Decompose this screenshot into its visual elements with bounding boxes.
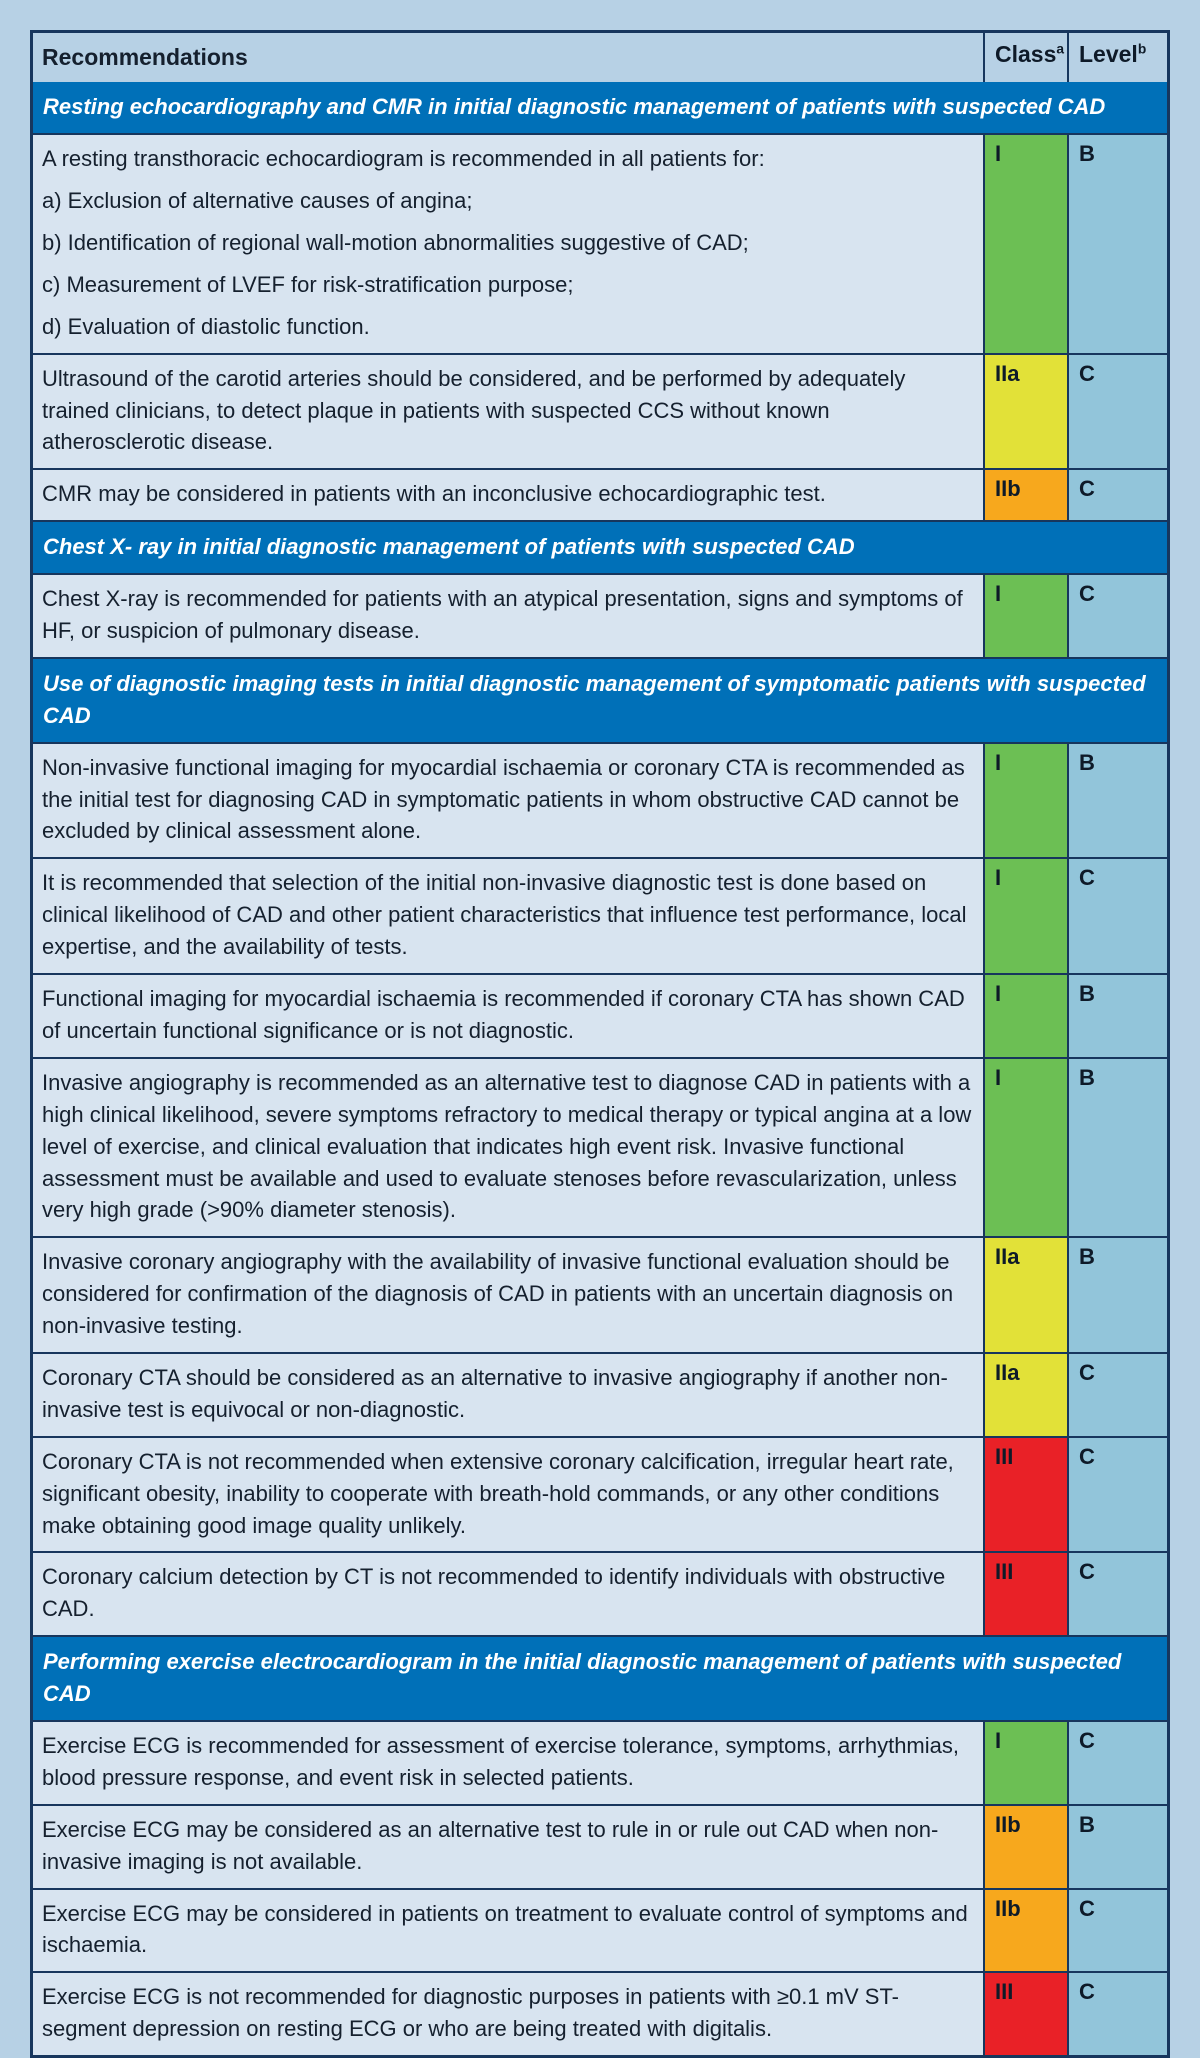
recommendation-row bbox=[33, 742, 1167, 858]
level-of-evidence-badge: C bbox=[1067, 355, 1167, 469]
level-of-evidence-badge: B bbox=[1067, 1238, 1167, 1352]
recommendation-row bbox=[33, 857, 1167, 973]
recommendations-header-label: Recommendations bbox=[42, 44, 248, 70]
recommendation-row bbox=[33, 133, 1167, 352]
section-title: Chest X- ray in initial diagnostic management of patients with suspected CAD bbox=[33, 522, 1167, 573]
level-of-evidence-badge: B bbox=[1067, 135, 1167, 352]
class-of-recommendation-badge: I bbox=[983, 1059, 1067, 1236]
level-header-label: Level bbox=[1079, 41, 1138, 67]
level-header-superscript: b bbox=[1137, 41, 1147, 57]
class-of-recommendation-badge: III bbox=[983, 1973, 1067, 2055]
recommendation-text bbox=[33, 1438, 983, 1552]
level-of-evidence-badge: C bbox=[1067, 1890, 1167, 1972]
column-header-recommendations bbox=[33, 33, 983, 82]
recommendation-paragraph: Chest X-ray is recommended for patients with an atypical presentation, signs and symptoms of HF, or suspicion of pulmonary disease. bbox=[42, 586, 963, 644]
recommendation-paragraph: Ultrasound of the carotid arteries should be considered, and be performed by adequately trained clinicians, to detect plaque in patients with suspected CCS without known atherosclerotic disease. bbox=[42, 365, 906, 455]
recommendation-row bbox=[33, 1551, 1167, 1635]
recommendation-paragraph: CMR may be considered in patients with an inconclusive echocardiographic test. bbox=[42, 481, 826, 507]
level-of-evidence-badge: B bbox=[1067, 1806, 1167, 1888]
recommendation-paragraph: c) Measurement of LVEF for risk-stratification purpose; bbox=[42, 271, 574, 297]
class-header-superscript: a bbox=[1056, 41, 1065, 57]
recommendation-text bbox=[33, 470, 983, 520]
table-header-row bbox=[33, 33, 1167, 82]
recommendation-row bbox=[33, 1804, 1167, 1888]
recommendation-paragraph: Exercise ECG may be considered in patients on treatment to evaluate control of symptoms and ischaemia. bbox=[42, 1900, 968, 1958]
recommendation-row bbox=[33, 1971, 1167, 2055]
recommendation-paragraph: Invasive coronary angiography with the availability of invasive functional evaluation should be considered for confirmation of the diagnosis of CAD in patients with an uncertain diagnosis on non-invasive testing. bbox=[42, 1249, 954, 1339]
recommendation-text bbox=[33, 355, 983, 469]
table-body bbox=[33, 82, 1167, 2055]
class-of-recommendation-badge: I bbox=[983, 575, 1067, 657]
recommendation-row bbox=[33, 1436, 1167, 1552]
class-header-label: Class bbox=[995, 41, 1057, 67]
section-header-row bbox=[33, 1635, 1167, 1720]
class-of-recommendation-badge: I bbox=[983, 859, 1067, 973]
recommendation-text bbox=[33, 1354, 983, 1436]
recommendation-paragraph: Functional imaging for myocardial ischaemia is recommended if coronary CTA has shown CAD of uncertain functional significance or is not diagnostic. bbox=[42, 986, 965, 1043]
class-of-recommendation-badge: IIa bbox=[983, 1238, 1067, 1352]
recommendation-paragraph: Coronary CTA is not recommended when extensive coronary calcification, irregular heart rate, significant obesity, inability to cooperate with breath-hold commands, or any other conditions make obtaining good image quality unlikely. bbox=[42, 1448, 954, 1538]
recommendation-paragraph: Exercise ECG may be considered as an alternative test to rule in or rule out CAD when non-invasive imaging is not available. bbox=[42, 1816, 939, 1874]
recommendation-row bbox=[33, 1236, 1167, 1352]
level-of-evidence-badge: C bbox=[1067, 470, 1167, 520]
level-of-evidence-badge: C bbox=[1067, 1553, 1167, 1635]
recommendations-table bbox=[30, 30, 1170, 2058]
level-of-evidence-badge: B bbox=[1067, 975, 1167, 1057]
section-title: Performing exercise electrocardiogram in the initial diagnostic management of patients with suspected CAD bbox=[33, 1637, 1167, 1720]
level-of-evidence-badge: C bbox=[1067, 1354, 1167, 1436]
section-header-row bbox=[33, 82, 1167, 133]
level-of-evidence-badge: C bbox=[1067, 859, 1167, 973]
column-header-class bbox=[983, 33, 1067, 82]
class-of-recommendation-badge: I bbox=[983, 975, 1067, 1057]
recommendation-row bbox=[33, 1720, 1167, 1804]
recommendation-paragraph: Coronary CTA should be considered as an alternative to invasive angiography if another non-invasive test is equivocal or non-diagnostic. bbox=[42, 1364, 948, 1422]
recommendation-text bbox=[33, 135, 983, 352]
recommendation-paragraph: It is recommended that selection of the initial non-invasive diagnostic test is done based on clinical likelihood of CAD and other patient characteristics that influence test performance, local expertise, and the availability of tests. bbox=[42, 870, 967, 960]
class-of-recommendation-badge: IIb bbox=[983, 470, 1067, 520]
recommendation-text bbox=[33, 1722, 983, 1804]
recommendation-row bbox=[33, 1352, 1167, 1436]
recommendation-paragraph: b) Identification of regional wall-motion abnormalities suggestive of CAD; bbox=[42, 230, 749, 256]
recommendation-row bbox=[33, 468, 1167, 520]
recommendation-paragraph: Non-invasive functional imaging for myocardial ischaemia or coronary CTA is recommended as the initial test for diagnosing CAD in symptomatic patients in whom obstructive CAD cannot be excluded by clinical assessment alone. bbox=[42, 754, 965, 844]
class-of-recommendation-badge: III bbox=[983, 1553, 1067, 1635]
recommendation-paragraph: a) Exclusion of alternative causes of angina; bbox=[42, 188, 473, 214]
recommendation-text bbox=[33, 1806, 983, 1888]
recommendation-paragraph: Exercise ECG is recommended for assessment of exercise tolerance, symptoms, arrhythmias, blood pressure response, and event risk in selected patients. bbox=[42, 1732, 959, 1790]
recommendation-paragraph: d) Evaluation of diastolic function. bbox=[42, 313, 370, 339]
recommendation-text bbox=[33, 744, 983, 858]
class-of-recommendation-badge: IIa bbox=[983, 1354, 1067, 1436]
level-of-evidence-badge: C bbox=[1067, 1722, 1167, 1804]
recommendation-row bbox=[33, 353, 1167, 469]
section-header-row bbox=[33, 520, 1167, 573]
recommendation-row bbox=[33, 1888, 1167, 1972]
section-title: Use of diagnostic imaging tests in initial diagnostic management of symptomatic patients with suspected CAD bbox=[33, 659, 1167, 742]
class-of-recommendation-badge: I bbox=[983, 744, 1067, 858]
recommendation-paragraph: Invasive angiography is recommended as an alternative test to diagnose CAD in patients with a high clinical likelihood, severe symptoms refractory to medical therapy or typical angina at a low level of exercise, and clinical evaluation that indicates high event risk. Invasive functional assessment must be available and used to evaluate stenoses before revascularization, unless very high grade (>90% diameter stenosis). bbox=[42, 1069, 972, 1223]
level-of-evidence-badge: C bbox=[1067, 1973, 1167, 2055]
class-of-recommendation-badge: III bbox=[983, 1438, 1067, 1552]
section-title: Resting echocardiography and CMR in initial diagnostic management of patients with suspected CAD bbox=[33, 82, 1167, 133]
recommendation-row bbox=[33, 1057, 1167, 1236]
recommendation-row bbox=[33, 973, 1167, 1057]
recommendation-text bbox=[33, 975, 983, 1057]
recommendation-text bbox=[33, 859, 983, 973]
recommendation-text bbox=[33, 1238, 983, 1352]
recommendation-row bbox=[33, 573, 1167, 657]
class-of-recommendation-badge: IIb bbox=[983, 1890, 1067, 1972]
column-header-level bbox=[1067, 33, 1167, 82]
level-of-evidence-badge: C bbox=[1067, 1438, 1167, 1552]
section-header-row bbox=[33, 657, 1167, 742]
recommendation-text bbox=[33, 1553, 983, 1635]
class-of-recommendation-badge: I bbox=[983, 1722, 1067, 1804]
level-of-evidence-badge: C bbox=[1067, 575, 1167, 657]
class-of-recommendation-badge: IIa bbox=[983, 355, 1067, 469]
recommendation-paragraph: Coronary calcium detection by CT is not recommended to identify individuals with obstructive CAD. bbox=[42, 1564, 946, 1622]
level-of-evidence-badge: B bbox=[1067, 1059, 1167, 1236]
recommendation-text bbox=[33, 1890, 983, 1972]
level-of-evidence-badge: B bbox=[1067, 744, 1167, 858]
recommendation-paragraph: A resting transthoracic echocardiogram is recommended in all patients for: bbox=[42, 146, 765, 172]
recommendation-text bbox=[33, 575, 983, 657]
recommendation-text bbox=[33, 1973, 983, 2055]
class-of-recommendation-badge: I bbox=[983, 135, 1067, 352]
recommendation-paragraph: Exercise ECG is not recommended for diagnostic purposes in patients with ≥0.1 mV ST-segment depression on resting ECG or who are being treated with digitalis. bbox=[42, 1984, 900, 2042]
recommendation-text bbox=[33, 1059, 983, 1236]
class-of-recommendation-badge: IIb bbox=[983, 1806, 1067, 1888]
